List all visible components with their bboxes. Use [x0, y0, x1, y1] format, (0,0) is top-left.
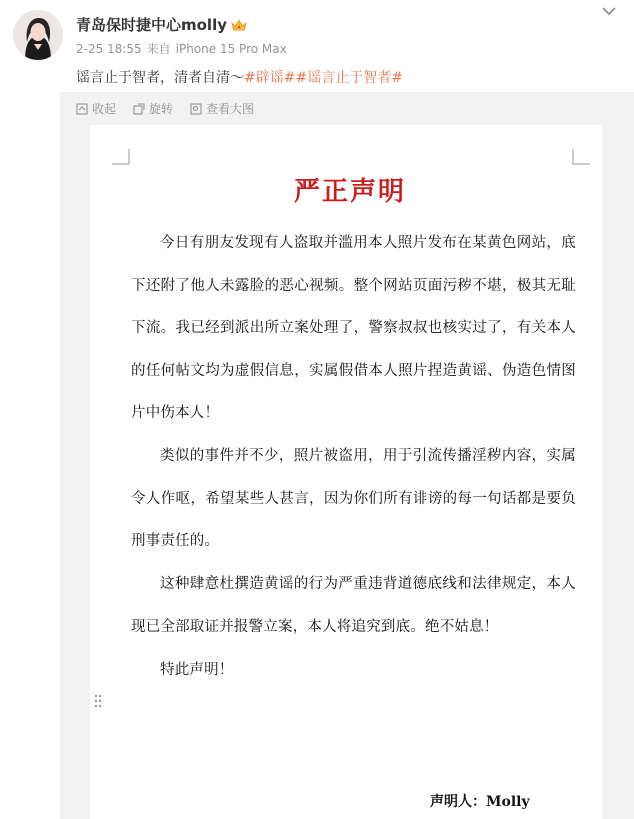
post-header	[0, 0, 634, 92]
drag-handle-icon[interactable]	[94, 693, 102, 709]
corner-mark-left	[112, 149, 130, 165]
collapse-button[interactable]	[76, 100, 116, 117]
post-body: 谣言止于智者，清者自清～	[76, 70, 244, 86]
rotate-label: 旋转	[149, 102, 174, 116]
collapse-icon	[76, 103, 88, 115]
view-large-label: 查看大图	[206, 102, 255, 116]
tag-debunk[interactable]: #辟谣#	[244, 70, 296, 86]
post-meta	[76, 40, 292, 57]
corner-mark-right	[572, 149, 590, 165]
image-actions	[76, 100, 254, 117]
crown-icon	[231, 18, 247, 32]
rotate-button[interactable]	[133, 100, 173, 117]
document-paragraph-3: 这种肆意杜撰造黄谣的行为严重违背道德底线和法律规定，本人现已全部取证并报警立案，本人将追究到底。绝不姑息！	[131, 576, 576, 635]
username[interactable]: 青岛保时捷中心molly	[76, 16, 227, 34]
device-name: iPhone 15 Pro Max	[175, 42, 287, 56]
collapse-label: 收起	[92, 102, 117, 116]
document-signature: 声明人：Molly	[430, 794, 530, 810]
document-paragraph-1: 今日有朋友发现有人盗取并滥用本人照片发布在某黄色网站，底下还附了他人未露脸的恶心视频。整个网站页面污秽不堪，极其无耻下流。我已经到派出所立案处理了，警察叔叔也核实过了，有关本人的任何帖文均为虚假信息，实属假借本人照片捏造黄谣、伪造色情图片中伤本人！	[131, 235, 576, 421]
document-paragraph-2: 类似的事件并不少，照片被盗用，用于引流传播淫秽内容，实属令人作呕，希望某些人甚言，因为你们所有诽谤的每一句话都是要负刑事责任的。	[131, 448, 576, 549]
rotate-icon	[133, 103, 145, 115]
document-paragraph-4: 特此声明！	[160, 662, 234, 678]
avatar[interactable]	[13, 10, 63, 60]
post-text	[76, 67, 403, 87]
timestamp[interactable]: 2-25 18:55	[76, 42, 142, 56]
tag-rumor[interactable]: #谣言止于智者#	[295, 70, 403, 86]
chevron-down-icon[interactable]	[602, 6, 616, 16]
magnify-icon	[190, 103, 202, 115]
document-title: 严正声明	[293, 177, 406, 207]
view-large-button[interactable]	[190, 100, 254, 117]
source-prefix: 来自	[146, 42, 171, 56]
